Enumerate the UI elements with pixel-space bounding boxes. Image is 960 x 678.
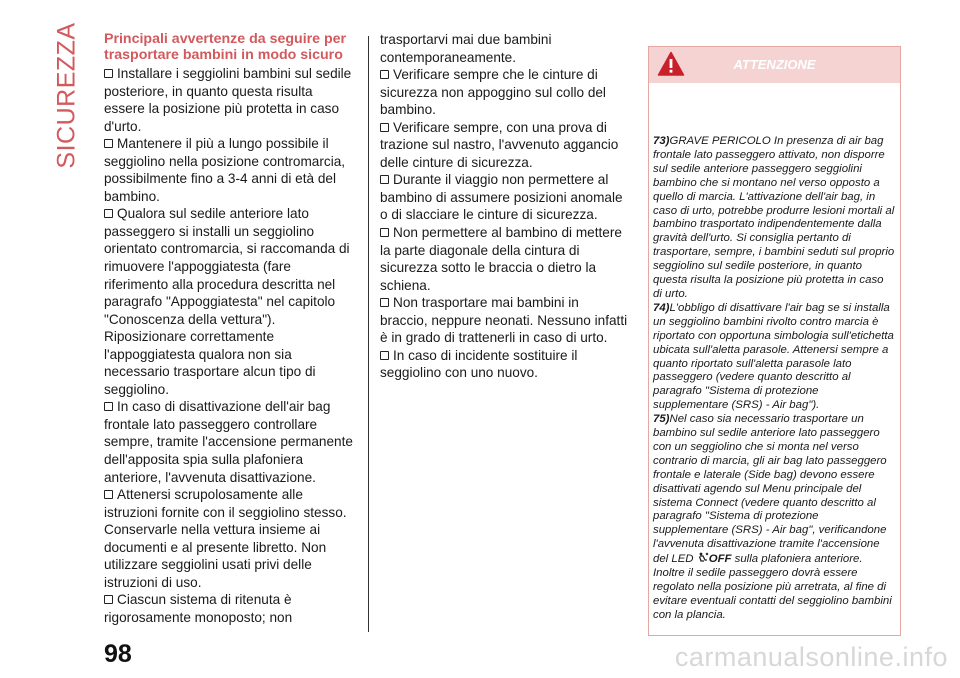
item-text: Mantenere il più a lungo possibile il seggiolino nella posizione contromarcia, possibilmente fino a 3-4 anni di età del bambino. (104, 136, 346, 204)
bullet-box-icon (380, 228, 389, 237)
note-73: 73)GRAVE PERICOLO In presenza di air bag frontale lato passeggero attivato, non disporre sul sedile anteriore passeggero seggiolini bambino che si montano nel verso opposto a quello di marcia. L'attivazione dell'air bag, in caso di urto, potrebbe produrre lesioni mortali al bambino trasportato indipendentemente dalla gravità dell'urto. Si consiglia pertanto di trasportare, sempre, i bambini seduti sul proprio seggiolino sul sedile posteriore, in quanto questa risulta la posizione più protetta in caso di urto. (653, 135, 895, 300)
bullet-item (104, 135, 356, 205)
item-text: Qualora sul sedile anteriore lato passeggero si installi un seggiolino orientato contromarcia, si raccomanda di rimuovere l'appoggiatesta (fare riferimento alla procedura descritta nel paragrafo "Appoggiatesta" nel capitolo "Conoscenza della vettura"). Riposizionare correttamente l'appoggiatesta qualora non sia necessario trasportare alcun tipo di seggiolino. (104, 206, 350, 397)
bullet-box-icon (380, 298, 389, 307)
bullet-item (380, 224, 630, 294)
note-74: 74)L'obbligo di disattivare l'air bag se si installa un seggiolino bambini rivolto contro marcia è riportato con opportuna simbologia sull'etichetta ubicata sull'aletta parasole. Attenersi sempre a quanto riportato sull'aletta parasole lato passeggero (vedere quanto descritto al paragrafo "Sistema di protezione supplementare (SRS) - Air bag"). (653, 301, 894, 412)
bullet-box-icon (380, 70, 389, 79)
bullet-box-icon (380, 351, 389, 360)
section-heading: Principali avvertenze da seguire per trasportare bambini in modo sicuro (104, 31, 347, 63)
section-tab (52, 21, 82, 169)
page-number: 98 (104, 640, 132, 668)
item-text: Non trasportare mai bambini in braccio, neppure neonati. Nessuno infatti è in grado di trattenerli in caso di urto. (380, 295, 628, 346)
item-text: Durante il viaggio non permettere al bambino di assumere posizioni anomale o di slacciare le cinture di sicurezza. (380, 172, 623, 223)
item-text: Attenersi scrupolosamente alle istruzioni fornite con il seggiolino stesso. Conservarle nella vettura insieme ai documenti e al presente libretto. Non utilizzare seggiolini usati privi delle istruzioni di uso. (104, 487, 347, 590)
bullet-box-icon (104, 402, 113, 411)
bullet-item (104, 205, 356, 398)
bullet-item (380, 171, 630, 224)
column-middle (380, 31, 630, 382)
item-text: In caso di disattivazione dell'air bag frontale lato passeggero controllare sempre, tramite l'accensione permanente dell'apposita spia sulla plafoniera anteriore, l'avvenuta disattivazione. (104, 399, 353, 485)
column-left (104, 31, 356, 627)
bullet-item (380, 66, 630, 119)
bullet-box-icon (104, 209, 113, 218)
bullet-box-icon (104, 490, 113, 499)
item-text: trasportarvi mai due bambini contemporaneamente. (380, 32, 552, 65)
bullet-item (104, 65, 356, 135)
item-text: Ciascun sistema di ritenuta è rigorosamente monoposto; non (104, 592, 293, 625)
bullet-box-icon (380, 123, 389, 132)
warning-notes (649, 83, 900, 623)
paragraph (380, 31, 630, 66)
bullet-item (104, 486, 356, 591)
item-text: Installare i seggiolini bambini sul sedile posteriore, in quanto questa risulta essere la posizione più protetta in caso d'urto. (104, 66, 352, 134)
watermark: carmanualsonline.info (674, 642, 948, 672)
item-text: Verificare sempre, con una prova di trazione sul nastro, l'avvenuto aggancio delle cinture di sicurezza. (380, 119, 619, 170)
item-text: Verificare sempre che le cinture di sicurezza non appoggino sul collo del bambino. (380, 67, 606, 118)
warning-box (648, 46, 901, 636)
bullet-item (104, 398, 356, 486)
item-text: In caso di incidente sostituire il seggiolino con uno nuovo. (380, 347, 578, 381)
bullet-item (380, 294, 630, 347)
item-text: Non permettere al bambino di mettere la parte diagonale della cintura di sicurezza sotto le braccia o dietro la schiena. (380, 225, 622, 293)
bullet-item (380, 347, 630, 382)
bullet-box-icon (380, 175, 389, 184)
warning-title: ATTENZIONE (733, 57, 816, 72)
bullet-box-icon (104, 139, 113, 148)
passenger-airbag-off-icon (697, 552, 709, 563)
note-75: 75)Nel caso sia necessario trasportare un bambino sul sedile anteriore lato passeggero con un seggiolino che si monta nel verso contrario di marcia, gli air bag lato passeggero frontale e laterale (Side bag) devono essere disattivati agendo sul Menu principale del sistema Connect (vedere quanto descritto al paragrafo "Sistema di protezione supplementare (SRS) - Air bag", verificandone l'avvenuta disattivazione tramite l'accensione del LED OFF sulla plafoniera anteriore. Inoltre il sedile passeggero dovrà essere regolato nella posizione più arretrata, al fine di evitare eventuali contatti del seggiolino bambini con la plancia. (653, 413, 892, 621)
warning-header (649, 47, 900, 83)
bullet-box-icon (104, 69, 113, 78)
bullet-item (380, 119, 630, 172)
bullet-item (104, 591, 356, 626)
section-tab-label: SICUREZZA (52, 21, 81, 169)
column-divider (368, 36, 369, 632)
bullet-box-icon (104, 595, 113, 604)
